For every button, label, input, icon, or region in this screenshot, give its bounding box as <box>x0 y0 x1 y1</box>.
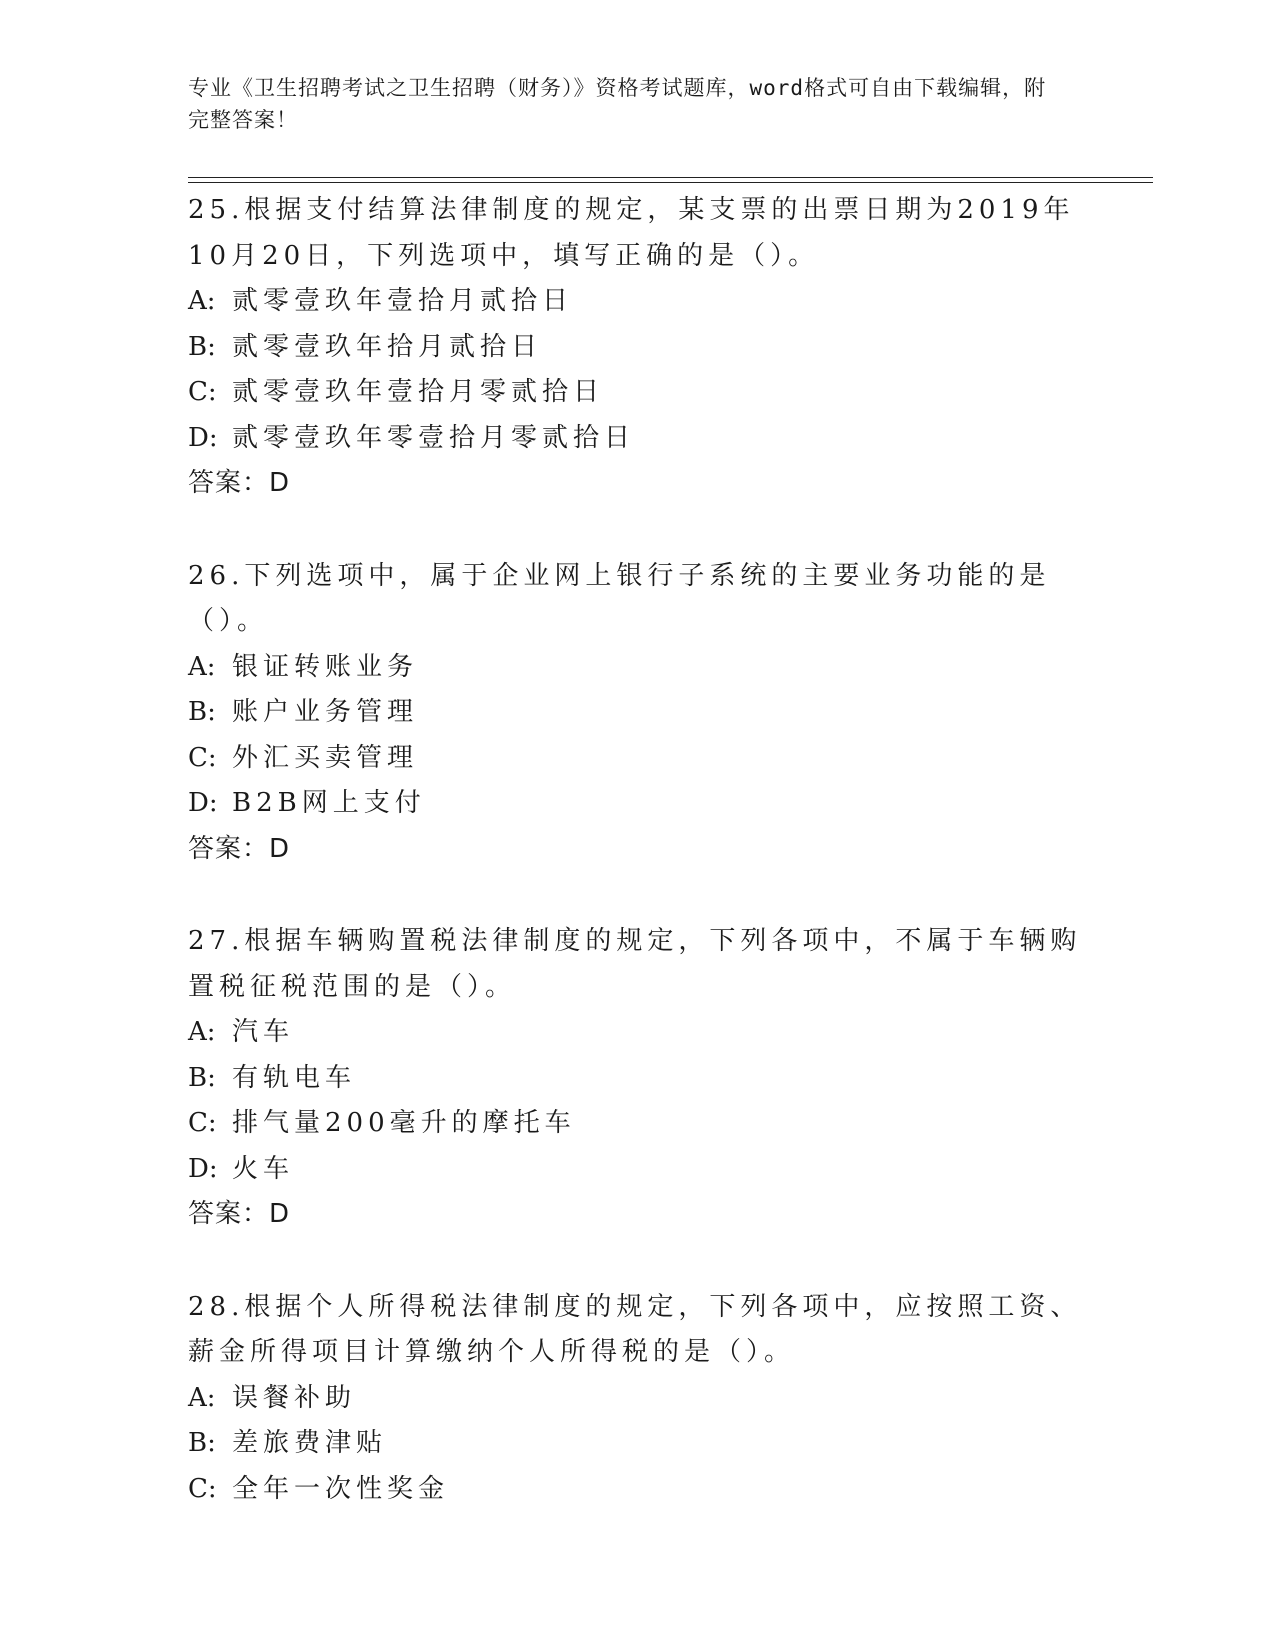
option-key: B: <box>188 697 216 727</box>
document-description: 专业《卫生招聘考试之卫生招聘（财务）》资格考试题库，word格式可自由下载编辑，附完整答案！ <box>188 76 1047 132</box>
option-text: 贰零壹玖年壹拾月贰拾日 <box>232 286 574 316</box>
question-26 <box>188 554 1088 873</box>
option-c <box>188 736 1088 782</box>
option-text: 账户业务管理 <box>232 697 419 727</box>
option-b <box>188 690 1088 736</box>
option-text: B2B网上支付 <box>232 788 426 818</box>
option-text: 差旅费津贴 <box>232 1428 388 1458</box>
option-key: A: <box>188 651 216 682</box>
question-28 <box>188 1285 1088 1513</box>
option-key: B: <box>188 1428 216 1458</box>
option-key: B: <box>188 1062 216 1093</box>
answer-line: 答案：D <box>188 468 291 498</box>
option-key: D: <box>188 422 218 453</box>
option-key: A: <box>188 286 216 316</box>
answer-line: 答案：D <box>188 1199 291 1229</box>
option-b <box>188 1421 1088 1467</box>
option-text: 误餐补助 <box>232 1382 357 1413</box>
option-c <box>188 370 1088 416</box>
option-key: C: <box>188 742 217 773</box>
question-stem: 25.根据支付结算法律制度的规定，某支票的出票日期为2019年10月20日，下列选项中，填写正确的是（）。 <box>188 195 1075 271</box>
option-b <box>188 325 1088 371</box>
option-b <box>188 1056 1088 1102</box>
option-a <box>188 1376 1088 1422</box>
option-key: A: <box>188 1382 216 1413</box>
option-text: 火车 <box>232 1153 295 1184</box>
question-list <box>188 188 1088 1559</box>
option-key: A: <box>188 1017 216 1047</box>
option-d <box>188 1147 1088 1193</box>
option-text: 贰零壹玖年拾月贰拾日 <box>232 331 543 362</box>
option-c <box>188 1101 1088 1147</box>
option-a <box>188 645 1088 691</box>
option-text: 有轨电车 <box>232 1062 357 1093</box>
header-divider-top <box>188 177 1153 178</box>
option-text: 排气量200毫升的摩托车 <box>232 1108 576 1138</box>
option-a <box>188 279 1088 325</box>
question-stem: 26.下列选项中，属于企业网上银行子系统的主要业务功能的是（）。 <box>188 560 1051 636</box>
question-25 <box>188 188 1088 507</box>
option-text: 外汇买卖管理 <box>232 742 419 773</box>
option-d <box>188 416 1088 462</box>
option-key: C: <box>188 377 217 407</box>
question-stem: 28.根据个人所得税法律制度的规定，下列各项中，应按照工资、薪金所得项目计算缴纳个人所得税的是（）。 <box>188 1291 1082 1367</box>
option-text: 贰零壹玖年零壹拾月零贰拾日 <box>232 422 636 453</box>
question-stem: 27.根据车辆购置税法律制度的规定，下列各项中，不属于车辆购置税征税范围的是（）。 <box>188 926 1082 1002</box>
header-divider-bottom <box>188 182 1153 183</box>
answer-line: 答案：D <box>188 833 291 864</box>
option-text: 汽车 <box>232 1017 295 1047</box>
option-key: C: <box>188 1108 217 1138</box>
option-key: B: <box>188 331 216 362</box>
option-c <box>188 1467 1088 1513</box>
option-d <box>188 781 1088 827</box>
option-key: C: <box>188 1473 217 1504</box>
question-27 <box>188 919 1088 1238</box>
option-key: D: <box>188 1153 218 1184</box>
option-key: D: <box>188 788 218 818</box>
option-text: 全年一次性奖金 <box>232 1473 450 1504</box>
option-text: 贰零壹玖年壹拾月零贰拾日 <box>232 377 605 407</box>
option-a <box>188 1010 1088 1056</box>
option-text: 银证转账业务 <box>232 651 419 682</box>
